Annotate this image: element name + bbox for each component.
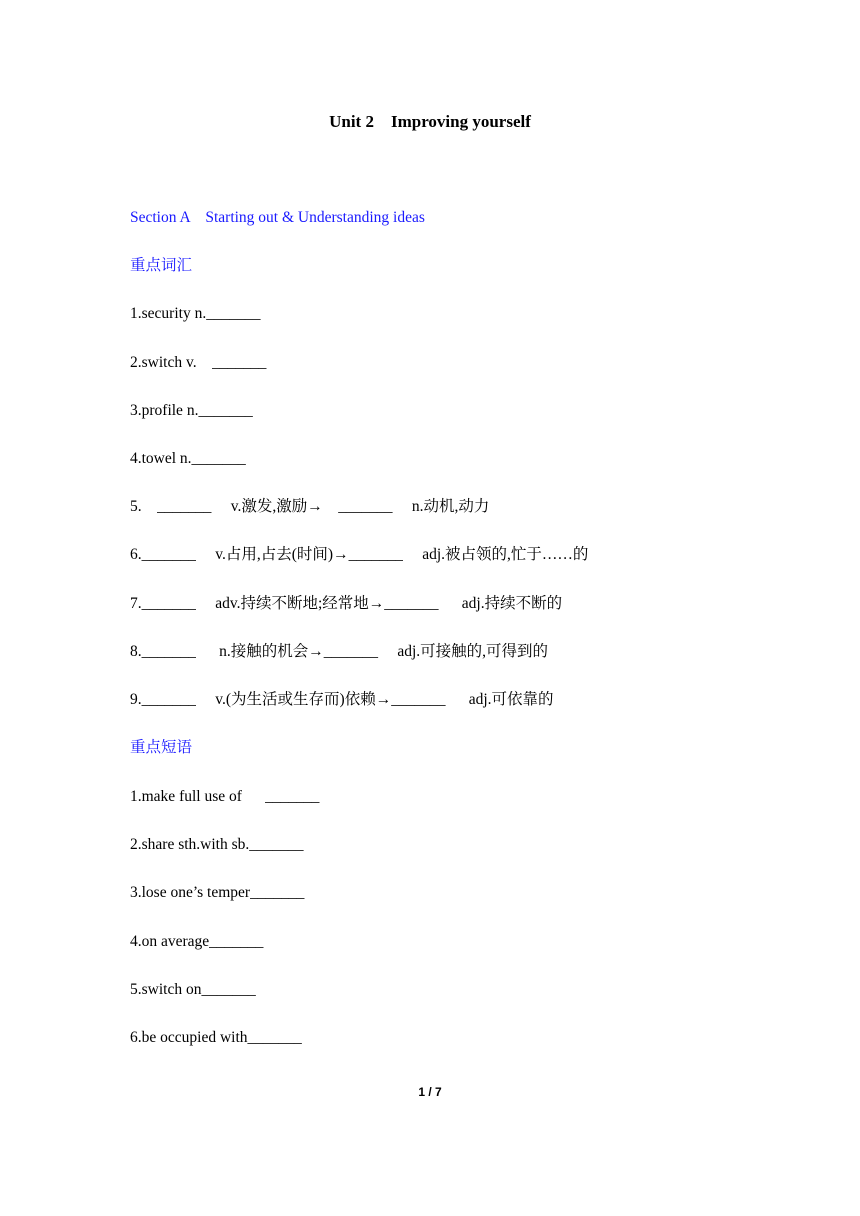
vocab-item: 7._______ adv.持续不断地;经常地→_______ adj.持续不断的	[130, 595, 563, 612]
phrase-item: 3.lose one’s temper_______	[130, 884, 305, 901]
phrase-heading: 重点短语	[130, 739, 193, 756]
vocab-item: 8._______ n.接触的机会→_______ adj.可接触的,可得到的	[130, 643, 549, 660]
phrase-item: 2.share sth.with sb._______	[130, 836, 304, 853]
phrase-item: 5.switch on_______	[130, 981, 256, 998]
phrase-item: 6.be occupied with_______	[130, 1029, 302, 1046]
page-title: Unit 2 Improving yourself	[329, 112, 531, 131]
vocab-heading: 重点词汇	[130, 257, 193, 274]
vocab-item: 6._______ v.占用,占去(时间)→_______ adj.被占领的,忙于……的	[130, 546, 589, 563]
vocab-item: 3.profile n._______	[130, 402, 253, 419]
page-number: 1 / 7	[418, 1085, 442, 1099]
phrase-item: 1.make full use of _______	[130, 788, 320, 805]
phrase-item: 4.on average_______	[130, 933, 264, 950]
vocab-item: 4.towel n._______	[130, 450, 246, 467]
vocab-item: 1.security n._______	[130, 305, 261, 322]
vocab-item: 5. _______ v.激发,激励→ _______ n.动机,动力	[130, 498, 490, 515]
section-heading: Section A Starting out & Understanding ideas	[130, 209, 425, 226]
vocab-item: 2.switch v. _______	[130, 354, 267, 371]
vocab-item: 9._______ v.(为生活或生存而)依赖→_______ adj.可依靠的	[130, 691, 554, 708]
